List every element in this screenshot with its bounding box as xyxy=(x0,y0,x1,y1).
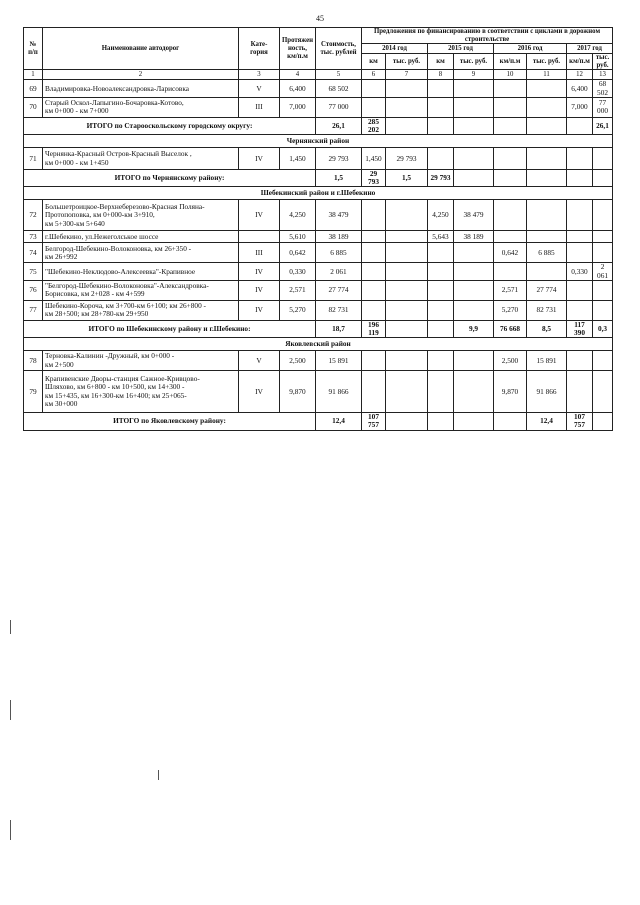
cell-value xyxy=(454,243,494,263)
cell-value: 27 774 xyxy=(316,280,362,300)
total-value: 285 202 xyxy=(362,117,386,134)
total-value: 8,5 xyxy=(527,320,567,337)
cell-value xyxy=(593,351,613,371)
cell-value: 2,500 xyxy=(280,351,316,371)
cell-value xyxy=(454,263,494,280)
total-value xyxy=(454,413,494,430)
cell-value xyxy=(428,243,454,263)
table-row xyxy=(24,200,613,231)
header-year-2014: 2014 год xyxy=(362,44,428,54)
cell-value: 15 891 xyxy=(527,351,567,371)
cell-value: 2 061 xyxy=(593,263,613,280)
total-row xyxy=(24,320,613,337)
section-title: Шебекинский район и г.Шебекино xyxy=(24,187,613,200)
road-category: IV xyxy=(239,280,280,300)
total-value xyxy=(386,117,428,134)
cell-value xyxy=(567,371,593,413)
road-category xyxy=(239,231,280,243)
col-number: 2 xyxy=(43,70,239,80)
total-value: 12,4 xyxy=(527,413,567,430)
table-row xyxy=(24,97,613,117)
cell-value: 2,571 xyxy=(280,280,316,300)
cell-value xyxy=(527,148,567,170)
cell-value xyxy=(454,80,494,97)
cell-value: 7,000 xyxy=(567,97,593,117)
cell-value xyxy=(593,300,613,320)
cell-value: 2,571 xyxy=(494,280,527,300)
table-body xyxy=(24,80,613,430)
column-number-row xyxy=(24,70,613,80)
cell-value: 4,250 xyxy=(428,200,454,231)
road-category: III xyxy=(239,243,280,263)
cell-value xyxy=(593,280,613,300)
cell-value: 38 479 xyxy=(316,200,362,231)
cell-value: 6 885 xyxy=(316,243,362,263)
row-number: 79 xyxy=(24,371,43,413)
cell-value: 6,400 xyxy=(567,80,593,97)
cell-value xyxy=(527,80,567,97)
road-category: IV xyxy=(239,148,280,170)
col-number: 4 xyxy=(280,70,316,80)
total-label: ИТОГО по Чернянскому району: xyxy=(24,170,316,187)
total-row xyxy=(24,413,613,430)
road-name: Шебекино-Короча, км 3+700-км 6+100; км 26+800 - км 28+500; км 28+780-км 29+950 xyxy=(43,300,239,320)
road-category: V xyxy=(239,351,280,371)
road-name: Белгород-Шебекино-Волоконовка, км 26+350 - км 26+992 xyxy=(43,243,239,263)
col-number: 5 xyxy=(316,70,362,80)
total-value xyxy=(567,117,593,134)
cell-value: 15 891 xyxy=(316,351,362,371)
cell-value xyxy=(567,200,593,231)
total-value: 1,5 xyxy=(316,170,362,187)
cell-value: 29 793 xyxy=(316,148,362,170)
cell-value xyxy=(362,231,386,243)
total-value xyxy=(494,170,527,187)
cell-value xyxy=(593,200,613,231)
cell-value xyxy=(362,80,386,97)
total-value: 18,7 xyxy=(316,320,362,337)
cell-value xyxy=(454,148,494,170)
cell-value: 1,450 xyxy=(280,148,316,170)
table-row xyxy=(24,263,613,280)
cell-value: 27 774 xyxy=(527,280,567,300)
unit-km-2015: км xyxy=(428,54,454,70)
cell-value: 82 731 xyxy=(316,300,362,320)
col-number: 7 xyxy=(386,70,428,80)
cell-value xyxy=(428,371,454,413)
row-number: 77 xyxy=(24,300,43,320)
road-category: IV xyxy=(239,371,280,413)
cell-value: 7,000 xyxy=(280,97,316,117)
col-number: 12 xyxy=(567,70,593,80)
unit-rub-2016: тыс. руб. xyxy=(527,54,567,70)
row-number: 76 xyxy=(24,280,43,300)
table-row xyxy=(24,300,613,320)
table-row xyxy=(24,243,613,263)
total-label: ИТОГО по Яковлевскому району: xyxy=(24,413,316,430)
total-value xyxy=(454,117,494,134)
unit-km-2014: км xyxy=(362,54,386,70)
cell-value xyxy=(527,263,567,280)
total-value: 12,4 xyxy=(316,413,362,430)
cell-value: 38 479 xyxy=(454,200,494,231)
total-value xyxy=(454,170,494,187)
total-value: 76 668 xyxy=(494,320,527,337)
total-value: 196 119 xyxy=(362,320,386,337)
cell-value: 91 866 xyxy=(316,371,362,413)
section-row xyxy=(24,135,613,148)
cell-value xyxy=(362,351,386,371)
cell-value xyxy=(386,371,428,413)
cell-value: 5,270 xyxy=(494,300,527,320)
total-value xyxy=(494,117,527,134)
col-number: 9 xyxy=(454,70,494,80)
total-value: 26,1 xyxy=(593,117,613,134)
table-header xyxy=(24,28,613,80)
total-value: 26,1 xyxy=(316,117,362,134)
total-value xyxy=(428,413,454,430)
cell-value xyxy=(593,371,613,413)
total-value xyxy=(428,117,454,134)
cell-value xyxy=(593,148,613,170)
cell-value: 5,270 xyxy=(280,300,316,320)
cell-value xyxy=(454,300,494,320)
cell-value: 82 731 xyxy=(527,300,567,320)
total-value xyxy=(567,170,593,187)
cell-value xyxy=(454,97,494,117)
cell-value xyxy=(362,97,386,117)
cell-value xyxy=(494,97,527,117)
total-value xyxy=(386,413,428,430)
section-title: Чернянский район xyxy=(24,135,613,148)
total-value: 29 793 xyxy=(428,170,454,187)
cell-value: 0,642 xyxy=(494,243,527,263)
total-value xyxy=(386,320,428,337)
cell-value xyxy=(362,243,386,263)
col-number: 6 xyxy=(362,70,386,80)
cell-value: 91 866 xyxy=(527,371,567,413)
cell-value xyxy=(428,263,454,280)
cell-value: 0,642 xyxy=(280,243,316,263)
cell-value: 29 793 xyxy=(386,148,428,170)
section-row xyxy=(24,187,613,200)
cell-value xyxy=(494,263,527,280)
cell-value xyxy=(454,351,494,371)
cell-value: 5,610 xyxy=(280,231,316,243)
cell-value xyxy=(567,300,593,320)
total-label: ИТОГО по Шебекинскому району и г.Шебекино: xyxy=(24,320,316,337)
section-title: Яковлевский район xyxy=(24,338,613,351)
row-number: 75 xyxy=(24,263,43,280)
cell-value: 2 061 xyxy=(316,263,362,280)
col-number: 11 xyxy=(527,70,567,80)
unit-km-2016: км/п.м xyxy=(494,54,527,70)
row-number: 73 xyxy=(24,231,43,243)
cell-value xyxy=(527,231,567,243)
page-number: 45 xyxy=(316,14,324,23)
cell-value: 2,500 xyxy=(494,351,527,371)
cell-value xyxy=(567,231,593,243)
road-name: Старый Оскол-Лапыгино-Бочаровка-Котово, км 0+000 - км 7+000 xyxy=(43,97,239,117)
header-year-2015: 2015 год xyxy=(428,44,494,54)
total-value xyxy=(593,170,613,187)
row-number: 70 xyxy=(24,97,43,117)
cell-value xyxy=(386,300,428,320)
total-value xyxy=(593,413,613,430)
road-financing-table xyxy=(23,27,613,431)
cell-value: 9,870 xyxy=(280,371,316,413)
cell-value xyxy=(494,80,527,97)
col-number: 8 xyxy=(428,70,454,80)
col-number: 1 xyxy=(24,70,43,80)
cell-value xyxy=(567,148,593,170)
header-year-2017: 2017 год xyxy=(567,44,613,54)
cell-value: 6,400 xyxy=(280,80,316,97)
scan-artifact-mark xyxy=(158,770,159,780)
cell-value: 77 000 xyxy=(316,97,362,117)
cell-value xyxy=(593,243,613,263)
scan-artifact-mark xyxy=(10,820,11,840)
cell-value xyxy=(494,231,527,243)
road-name: Владимировка-Новоалександровка-Ларисовка xyxy=(43,80,239,97)
cell-value xyxy=(386,263,428,280)
header-proposals: Предложения по финансированию в соответствии с циклами в дорожном строительстве xyxy=(362,28,613,44)
cell-value: 4,250 xyxy=(280,200,316,231)
total-value: 117 390 xyxy=(567,320,593,337)
total-value: 29 793 xyxy=(362,170,386,187)
cell-value xyxy=(567,280,593,300)
cell-value xyxy=(527,200,567,231)
cell-value xyxy=(428,80,454,97)
road-name: Терновка-Калинин -Дружный, км 0+000 - км 2+500 xyxy=(43,351,239,371)
cell-value xyxy=(494,148,527,170)
cell-value: 68 502 xyxy=(593,80,613,97)
road-category: IV xyxy=(239,300,280,320)
header-num: № п/п xyxy=(24,28,43,70)
cell-value xyxy=(428,351,454,371)
cell-value xyxy=(428,97,454,117)
total-row xyxy=(24,117,613,134)
table-row xyxy=(24,80,613,97)
scan-artifact-mark xyxy=(10,700,11,720)
cell-value xyxy=(593,231,613,243)
road-category: IV xyxy=(239,263,280,280)
cell-value: 6 885 xyxy=(527,243,567,263)
cell-value: 38 189 xyxy=(316,231,362,243)
cell-value xyxy=(494,200,527,231)
unit-rub-2015: тыс. руб. xyxy=(454,54,494,70)
cell-value xyxy=(386,243,428,263)
cell-value xyxy=(567,243,593,263)
header-length: Протяжен ность, км/п.м xyxy=(280,28,316,70)
cell-value xyxy=(362,200,386,231)
cell-value xyxy=(428,300,454,320)
road-name: "Белгород-Шебекино-Волоконовка"-Александровка- Борисовка, км 2+028 - км 4+599 xyxy=(43,280,239,300)
section-row xyxy=(24,338,613,351)
total-value xyxy=(494,413,527,430)
cell-value xyxy=(386,351,428,371)
road-name: Чернянка-Красный Остров-Красный Выселок , км 0+000 - км 1+450 xyxy=(43,148,239,170)
col-number: 3 xyxy=(239,70,280,80)
cell-value: 77 000 xyxy=(593,97,613,117)
total-value xyxy=(428,320,454,337)
row-number: 72 xyxy=(24,200,43,231)
header-year-2016: 2016 год xyxy=(494,44,567,54)
road-category: V xyxy=(239,80,280,97)
header-category: Кате- гория xyxy=(239,28,280,70)
row-number: 78 xyxy=(24,351,43,371)
table-row xyxy=(24,148,613,170)
cell-value xyxy=(362,280,386,300)
cell-value xyxy=(454,280,494,300)
cell-value: 0,330 xyxy=(567,263,593,280)
row-number: 69 xyxy=(24,80,43,97)
cell-value xyxy=(454,371,494,413)
cell-value xyxy=(386,80,428,97)
table-row xyxy=(24,280,613,300)
cell-value xyxy=(386,231,428,243)
cell-value xyxy=(428,280,454,300)
cell-value xyxy=(428,148,454,170)
cell-value xyxy=(362,300,386,320)
total-value: 9,9 xyxy=(454,320,494,337)
total-value xyxy=(527,170,567,187)
total-label: ИТОГО по Старооскольскому городскому округу: xyxy=(24,117,316,134)
road-category: III xyxy=(239,97,280,117)
total-value: 107 757 xyxy=(567,413,593,430)
cell-value xyxy=(362,371,386,413)
header-name: Наименование автодорог xyxy=(43,28,239,70)
cell-value xyxy=(567,351,593,371)
road-name: Крапивенские Дворы-станция Сажное-Кривцово- Шляхово, км 6+800 - км 10+500, км 14+300 - км 15+435, км 16+300-км 16+400; км 25+065- км 30+000 xyxy=(43,371,239,413)
row-number: 74 xyxy=(24,243,43,263)
table-row xyxy=(24,351,613,371)
road-name: г.Шебекино, ул.Нежеголськое шоссе xyxy=(43,231,239,243)
total-value: 1,5 xyxy=(386,170,428,187)
cell-value: 1,450 xyxy=(362,148,386,170)
cell-value xyxy=(362,263,386,280)
cell-value: 0,330 xyxy=(280,263,316,280)
unit-km-2017: км/п.м xyxy=(567,54,593,70)
cell-value xyxy=(527,97,567,117)
road-name: Большетроицкое-Верхнеберезово-Красная Поляна- Протопоповка, км 0+000-км 3+910, км 5+300-км 5+640 xyxy=(43,200,239,231)
table-row xyxy=(24,371,613,413)
total-row xyxy=(24,170,613,187)
cell-value: 38 189 xyxy=(454,231,494,243)
row-number: 71 xyxy=(24,148,43,170)
cell-value xyxy=(386,280,428,300)
cell-value: 68 502 xyxy=(316,80,362,97)
cell-value: 5,643 xyxy=(428,231,454,243)
road-name: "Шебекино-Неклюдово-Алексеевка"-Крапивное xyxy=(43,263,239,280)
cell-value xyxy=(386,97,428,117)
total-value: 0,3 xyxy=(593,320,613,337)
header-cost: Стоимость, тыс. рублей xyxy=(316,28,362,70)
road-category: IV xyxy=(239,200,280,231)
unit-rub-2017: тыс. руб. xyxy=(593,54,613,70)
total-value xyxy=(527,117,567,134)
col-number: 13 xyxy=(593,70,613,80)
total-value: 107 757 xyxy=(362,413,386,430)
cell-value: 9,870 xyxy=(494,371,527,413)
unit-rub-2014: тыс. руб. xyxy=(386,54,428,70)
cell-value xyxy=(386,200,428,231)
scan-artifact-mark xyxy=(10,620,11,634)
col-number: 10 xyxy=(494,70,527,80)
table-row xyxy=(24,231,613,243)
